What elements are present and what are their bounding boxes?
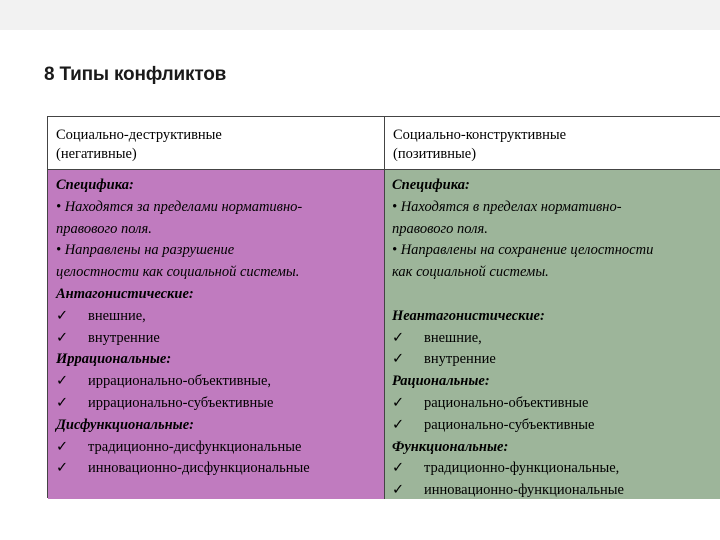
checkmark-icon: ✓ [56, 307, 69, 324]
column-divider [384, 117, 385, 499]
list-item: ✓ внешние, [392, 328, 653, 350]
conflict-types-table [47, 116, 720, 498]
checkmark-icon: ✓ [392, 460, 405, 477]
group-title: Функциональные: [392, 438, 509, 455]
checkmark-icon: ✓ [392, 329, 405, 346]
checkmark-icon: ✓ [392, 416, 405, 433]
destructive-content [56, 175, 310, 480]
checkmark-icon: ✓ [392, 351, 405, 368]
header-right-line: Социально-конструктивные [393, 127, 567, 143]
header-left-cell [56, 126, 222, 164]
list-item: ✓ внутренние [392, 349, 653, 371]
header-left-line: Социально-деструктивные [56, 127, 222, 143]
spec-line: целостности как социальной системы. [56, 264, 300, 281]
spec-line: как социальной системы. [392, 264, 549, 281]
destructive-column [48, 170, 384, 499]
list-item: ✓ иррационально-объективные, [56, 371, 310, 393]
spec-line: • Находятся за пределами нормативно- [56, 198, 303, 215]
header-right-line: (позитивные) [393, 146, 477, 162]
spec-line: • Направлены на разрушение [56, 242, 235, 259]
list-item: ✓ инновационно-дисфункциональные [56, 458, 310, 480]
checkmark-icon: ✓ [56, 460, 69, 477]
list-item: ✓ рационально-субъективные [392, 415, 653, 437]
spec-line: правового поля. [56, 220, 152, 237]
checkmark-icon: ✓ [56, 373, 69, 390]
constructive-content [392, 175, 653, 502]
spec-title: Специфика: [56, 177, 134, 193]
list-item: ✓ иррационально-субъективные [56, 393, 310, 415]
list-item: ✓ внутренние [56, 328, 310, 350]
checkmark-icon: ✓ [56, 394, 69, 411]
group-title: Дисфункциональные: [56, 416, 195, 433]
checkmark-icon: ✓ [56, 329, 69, 346]
spec-line: правового поля. [392, 220, 488, 237]
checkmark-icon: ✓ [392, 482, 405, 499]
group-title: Иррациональные: [56, 351, 172, 368]
spec-line: • Направлены на сохранение целостности [392, 242, 654, 259]
checkmark-icon: ✓ [56, 438, 69, 455]
group-title: Антагонистические: [56, 285, 194, 302]
checkmark-icon: ✓ [392, 394, 405, 411]
slide-title: 8 Типы конфликтов [44, 64, 227, 85]
group-title: Неантагонистические: [392, 307, 545, 324]
slide-top-band [0, 0, 720, 30]
spec-line: • Находятся в пределах нормативно- [392, 198, 622, 215]
spec-title: Специфика: [392, 177, 470, 193]
list-item: ✓ традиционно-функциональные, [392, 458, 653, 480]
header-right-cell [393, 126, 566, 164]
list-item: ✓ инновационно-функциональные [392, 480, 653, 502]
header-left-line: (негативные) [56, 146, 137, 162]
spacer [392, 284, 653, 306]
list-item: ✓ внешние, [56, 306, 310, 328]
constructive-column [385, 170, 720, 499]
list-item: ✓ рационально-объективные [392, 393, 653, 415]
list-item: ✓ традиционно-дисфункциональные [56, 437, 310, 459]
group-title: Рациональные: [392, 373, 490, 390]
